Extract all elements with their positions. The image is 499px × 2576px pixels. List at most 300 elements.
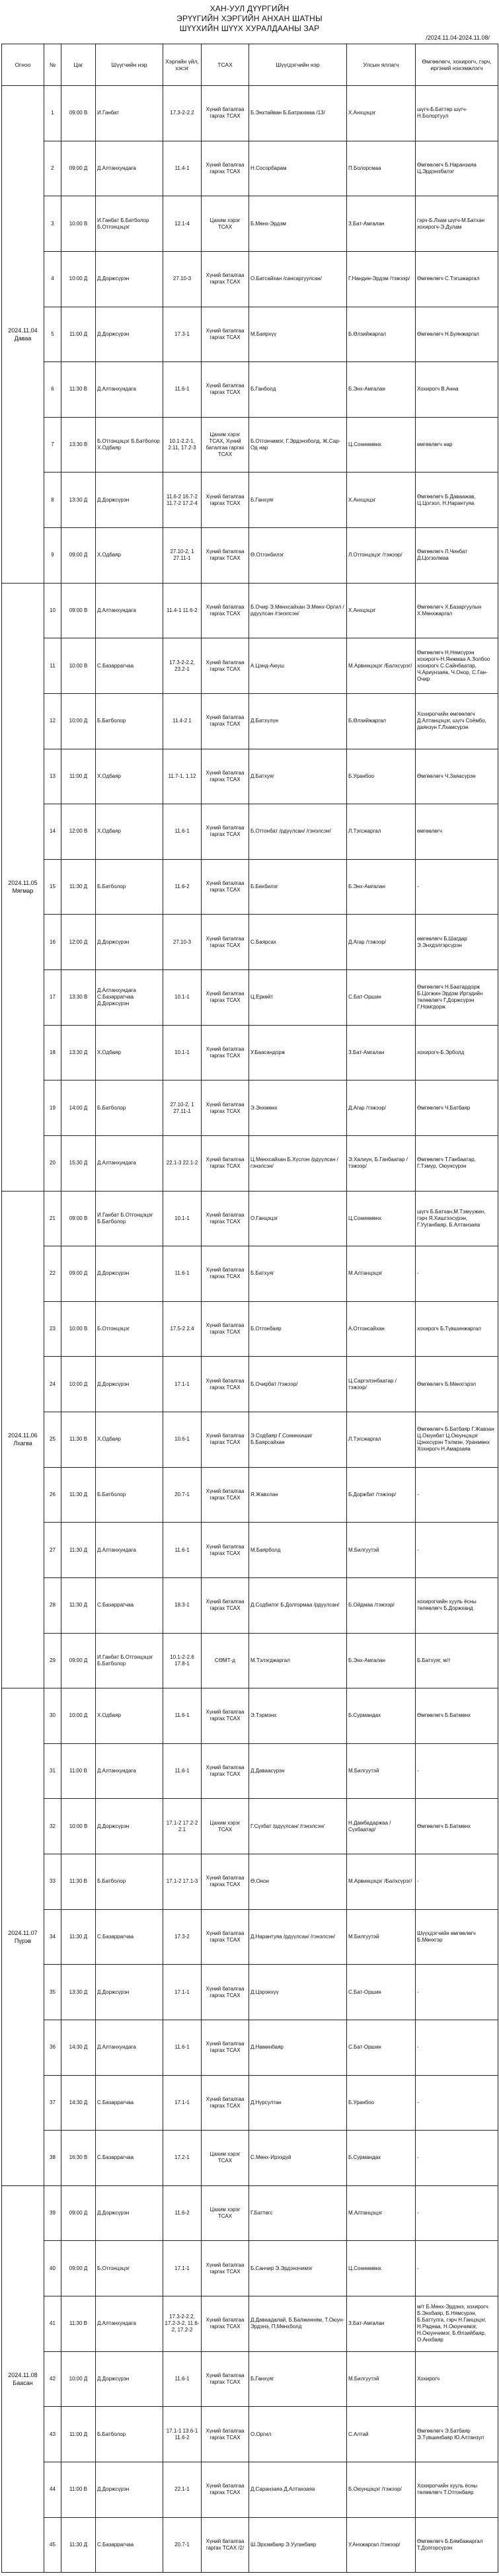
table-row bbox=[2, 1467, 498, 1523]
row-judge: Д.Доржсүрэн bbox=[96, 2462, 163, 2517]
row-participants: Өмгөөлөгч Б.Батбаяр Г.Жавзан Ц.Оюунбат Ц.Оюунцэцэг Цэнхсүрэн Тэлмэн, Уранмөнх Хохирогч Н.Амарзаяа bbox=[416, 1412, 498, 1468]
row-judge: Д.Алтанхундага bbox=[96, 1523, 163, 1578]
row-participants: - bbox=[416, 1965, 498, 2020]
row-defendant: Д.Даваадалай, Б.Балжинням, Т.Оюун-Эрдэнэ, П.Мөнхболд bbox=[249, 2296, 347, 2352]
row-article: 17.1-1 bbox=[163, 1965, 202, 2020]
row-judge: Д.Алтанхундага bbox=[96, 1135, 163, 1191]
row-article: 11.6-1 bbox=[163, 362, 202, 418]
row-procedure: Хүний баталгаа гаргах ТСАХ bbox=[202, 1743, 249, 1799]
row-procedure: Хүний баталгаа гаргах ТСАХ bbox=[202, 1688, 249, 1744]
row-article: 11.6-2 16.7-2 11.7-2 17.2-4 bbox=[163, 473, 202, 528]
row-procedure: Хүний баталгаа гаргах ТСАХ bbox=[202, 693, 249, 749]
row-time: 09:00 Д bbox=[61, 141, 96, 196]
row-participants: Шүүхдэгчийн өмгөөлөгч Б.Мөнхгэр bbox=[416, 1909, 498, 1965]
day-label: 2024.11.05 Мягмар bbox=[2, 583, 44, 1191]
row-prosecutor: Б.Ойдмаа /тэжээр/ bbox=[347, 1577, 416, 1633]
row-time: 09:00 Д bbox=[61, 2241, 96, 2296]
row-prosecutor: Э.Халиун, Б.Ганбаатар /тэжээр/ bbox=[347, 1135, 416, 1191]
row-procedure: Хүний баталгаа гаргах ТСАХ bbox=[202, 970, 249, 1026]
row-participants: м/т Б.Мөнх-Эрдэнэ, хохирогч Б.Энхбаяр, Б.Нямсүрэн, Б.Баттулга, гэрч Н.Ганцэцэг, Н.Раднаа, Н.Оюунчимэг, Н.Оюунчимэг, Б.Өлзийбаяр, О.Анхбаяр bbox=[416, 2296, 498, 2352]
row-procedure: Хүний баталгаа гаргах ТСАХ bbox=[202, 86, 249, 141]
row-judge: С.Базаррагчаа bbox=[96, 2517, 163, 2573]
row-prosecutor: Л.Тэгсжаргал bbox=[347, 1412, 416, 1468]
table-row bbox=[2, 1743, 498, 1799]
row-participants: - bbox=[416, 2185, 498, 2241]
table-row bbox=[2, 1412, 498, 1468]
row-prosecutor: Х.Анхцэцэг bbox=[347, 86, 416, 141]
row-article: 17.3-1 bbox=[163, 307, 202, 362]
row-number: 40 bbox=[44, 2241, 61, 2296]
row-number: 20 bbox=[44, 1135, 61, 1191]
row-judge: Д.Доржсүрэн bbox=[96, 1799, 163, 1854]
row-defendant: Ц.Еркөйт bbox=[249, 970, 347, 1026]
row-prosecutor: Л.Отгонцэцэг /тэжээр/ bbox=[347, 528, 416, 584]
row-prosecutor: У.Анхжаргал /тэжээр/ bbox=[347, 2517, 416, 2573]
row-defendant: Б.Ганхуяг bbox=[249, 473, 347, 528]
row-article: 17.1-1 bbox=[163, 2241, 202, 2296]
row-participants: Хохирогчийн хууль ёсны төлөөлөгч Т.Отгонбаяр bbox=[416, 2462, 498, 2517]
row-article: 10.1-1 bbox=[163, 1191, 202, 1246]
row-judge: Б.Батболор bbox=[96, 1467, 163, 1523]
row-time: 11:30 Д bbox=[61, 1909, 96, 1965]
page-header bbox=[0, 4, 499, 34]
row-defendant: Ц.Мөнхсайхан Б.Хүслэн /рдүүлсан /гэнэлсэн/ bbox=[249, 1135, 347, 1191]
row-participants: - bbox=[416, 2020, 498, 2075]
row-participants: - bbox=[416, 1743, 498, 1799]
row-participants: Өмгөөлөгч Э.Батбаяр Э.Түвшинбаяр Ю.Алтанзул bbox=[416, 2407, 498, 2462]
row-defendant: Б.Бөхбилэг bbox=[249, 859, 347, 915]
table-row bbox=[2, 804, 498, 860]
row-procedure: Хүний баталгаа гаргах ТСАХ bbox=[202, 2020, 249, 2075]
row-defendant: У.Баасандорж bbox=[249, 1025, 347, 1080]
row-prosecutor: Ц.Саргэлэнбаатар /тэжээр/ bbox=[347, 1357, 416, 1412]
row-judge: И.Ганбат bbox=[96, 86, 163, 141]
row-procedure: Хүний баталгаа гаргах ТСАХ bbox=[202, 1191, 249, 1246]
row-procedure: Хүний баталгаа гаргах ТСАХ bbox=[202, 1080, 249, 1136]
row-participants: - bbox=[416, 1523, 498, 1578]
row-article: 17.3-2-2.2 bbox=[163, 86, 202, 141]
row-defendant: Д.Наминбаяр bbox=[249, 2020, 347, 2075]
row-number: 33 bbox=[44, 1854, 61, 1910]
row-number: 25 bbox=[44, 1412, 61, 1468]
row-time: 15:30 Д bbox=[61, 1135, 96, 1191]
row-number: 42 bbox=[44, 2351, 61, 2407]
row-participants: - bbox=[416, 2075, 498, 2131]
row-judge: Д.Доржсүрэн bbox=[96, 2351, 163, 2407]
row-judge: С.Базаррагчаа bbox=[96, 2131, 163, 2186]
row-number: 6 bbox=[44, 362, 61, 418]
row-number: 5 bbox=[44, 307, 61, 362]
row-procedure: Хүний баталгаа гаргах ТСАХ bbox=[202, 1246, 249, 1302]
row-prosecutor: Х.Анхцэцэг bbox=[347, 583, 416, 638]
row-time: 14:30 Д bbox=[61, 2020, 96, 2075]
row-number: 41 bbox=[44, 2296, 61, 2352]
row-procedure: Хүний баталгаа гаргах ТСАХ bbox=[202, 1301, 249, 1357]
row-prosecutor: Ц.Сонинмөнх bbox=[347, 1191, 416, 1246]
row-prosecutor: Б.Сурмандах bbox=[347, 2131, 416, 2186]
row-prosecutor: Б.Оюунцэцэг /тэжээр/ bbox=[347, 2462, 416, 2517]
row-procedure: Хүний баталгаа гаргах ТСАХ bbox=[202, 2407, 249, 2462]
row-judge: Д.Доржсүрэн bbox=[96, 915, 163, 970]
row-participants: өмгөөлөгч нар bbox=[416, 417, 498, 473]
row-article: 17.5-2 2.4 bbox=[163, 1301, 202, 1357]
row-number: 27 bbox=[44, 1523, 61, 1578]
row-procedure: Цахим хэрэг ТСАХ bbox=[202, 2131, 249, 2186]
row-prosecutor: Л.Тэгсжаргал bbox=[347, 804, 416, 860]
hearing-schedule-table bbox=[1, 44, 498, 2573]
row-time: 11:30 В bbox=[61, 2296, 96, 2352]
row-defendant: Я.Жавхлан bbox=[249, 1467, 347, 1523]
row-participants: - bbox=[416, 2131, 498, 2186]
row-participants: Б.Батхуяг, м/т bbox=[416, 1633, 498, 1688]
row-defendant: Д.Нарантуяа /рдүүлсан/ /гэнэлсэн/ bbox=[249, 1909, 347, 1965]
row-participants: Өмгөөлөгч Х.Базаргуулын Х.Мөнхжаргал bbox=[416, 583, 498, 638]
table-row bbox=[2, 251, 498, 307]
row-prosecutor: З.Бат-Амгалан bbox=[347, 196, 416, 252]
row-article: 11.6-1 bbox=[163, 2020, 202, 2075]
day-label: 2024.11.06 Лхагва bbox=[2, 1191, 44, 1688]
row-participants: өмгөөлөгч bbox=[416, 804, 498, 860]
row-procedure: Хүний баталгаа гаргах ТСАХ bbox=[202, 638, 249, 694]
row-number: 9 bbox=[44, 528, 61, 584]
row-time: 11:30 Д bbox=[61, 1467, 96, 1523]
row-article: 17.3-2 bbox=[163, 1909, 202, 1965]
row-defendant: М.Баярболд bbox=[249, 1523, 347, 1578]
row-judge: И.Ганбат Б.Батболор Б.Отгонцэцэг bbox=[96, 196, 163, 252]
row-number: 7 bbox=[44, 417, 61, 473]
row-judge: Д.Алтанхундага С.Базаррагчаа Д.Доржсүрэн bbox=[96, 970, 163, 1026]
table-row bbox=[2, 915, 498, 970]
table-row bbox=[2, 1523, 498, 1578]
row-number: 19 bbox=[44, 1080, 61, 1136]
row-number: 23 bbox=[44, 1301, 61, 1357]
row-article: 17.1-2 17.2-2 2.1 bbox=[163, 1799, 202, 1854]
row-defendant: О.Батсайхан /сансаргуулсан/ bbox=[249, 251, 347, 307]
row-defendant: Д.Содбилэг Б.Долгормаа /рдүүлсан/ bbox=[249, 1577, 347, 1633]
table-row bbox=[2, 2296, 498, 2352]
row-procedure: Хүний баталгаа гаргах ТСАХ bbox=[202, 2075, 249, 2131]
row-participants: - bbox=[416, 1467, 498, 1523]
row-time: 10:00 Д bbox=[61, 1688, 96, 1744]
col-date: Огноо bbox=[2, 44, 44, 86]
row-prosecutor: М.Арвинцэцэг /Балхсүрэг/ bbox=[347, 638, 416, 694]
row-participants: өмгөөлөгч Б.Шагдар Э.Энхдэлгэрсүрэн bbox=[416, 915, 498, 970]
row-time: 13:30 В bbox=[61, 417, 96, 473]
row-number: 16 bbox=[44, 915, 61, 970]
row-procedure: Хүний баталгаа гаргах ТСАХ bbox=[202, 1357, 249, 1412]
table-row bbox=[2, 583, 498, 638]
row-article: 17.3-2-2.2, 23.2-1 bbox=[163, 638, 202, 694]
row-judge: Х.Одбаяр bbox=[96, 1688, 163, 1744]
row-time: 09:00 В bbox=[61, 583, 96, 638]
row-time: 12:00 Д bbox=[61, 915, 96, 970]
row-time: 11:00 Д bbox=[61, 2407, 96, 2462]
row-participants: Өмгөөлөгч Б.Батмөнх bbox=[416, 1688, 498, 1744]
row-participants: Өмгөөлөгч Б.Бямбажаргал Т.Долгорсүрэн bbox=[416, 2517, 498, 2573]
row-prosecutor: С.Бат-Оршин bbox=[347, 970, 416, 1026]
row-article: 17.1-1 bbox=[163, 1357, 202, 1412]
row-procedure: Хүний баталгаа гаргах ТСАХ bbox=[202, 362, 249, 418]
row-judge: С.Базаррагчаа bbox=[96, 1909, 163, 1965]
row-procedure: СӨМТ-д bbox=[202, 1633, 249, 1688]
row-participants: Өмгөөлөгч Б.Мөнхгэрэл bbox=[416, 1357, 498, 1412]
table-row bbox=[2, 473, 498, 528]
row-number: 28 bbox=[44, 1577, 61, 1633]
row-procedure: Хүний баталгаа гаргах ТСАХ bbox=[202, 1412, 249, 1468]
row-defendant: Д.Нурсултан bbox=[249, 2075, 347, 2131]
row-judge: И.Ганбат Б.Отгонцэцэг Б.Батболор bbox=[96, 1191, 163, 1246]
row-article: 27.10-2, 1 27.11-1 bbox=[163, 1080, 202, 1136]
row-number: 1 bbox=[44, 86, 61, 141]
row-judge: Б.Батболор bbox=[96, 1854, 163, 1910]
row-procedure: Хүний баталгаа гаргах ТСАХ bbox=[202, 2462, 249, 2517]
col-defendant: Шүүгдэгчийн нэр bbox=[249, 44, 347, 86]
row-number: 45 bbox=[44, 2517, 61, 2573]
row-article: 10.6-1 bbox=[163, 1412, 202, 1468]
row-number: 35 bbox=[44, 1965, 61, 2020]
row-prosecutor: Б.Доржбат /тэжээр/ bbox=[347, 1467, 416, 1523]
row-prosecutor: М.Билгуутэй bbox=[347, 1909, 416, 1965]
row-time: 11:30 В bbox=[61, 1412, 96, 1468]
row-number: 43 bbox=[44, 2407, 61, 2462]
row-number: 36 bbox=[44, 2020, 61, 2075]
row-defendant: С.Баярсах bbox=[249, 915, 347, 970]
row-time: 10:00 В bbox=[61, 196, 96, 252]
table-row bbox=[2, 141, 498, 196]
row-defendant: Б.Батхуяг bbox=[249, 1246, 347, 1302]
row-judge: И.Ганбат Б.Отгонцэцэг Б.Батболор bbox=[96, 1633, 163, 1688]
row-procedure: Хүний баталгаа гаргах ТСАХ bbox=[202, 251, 249, 307]
row-defendant: Н.Сосорбарам bbox=[249, 141, 347, 196]
row-prosecutor: Б.Сурмандах bbox=[347, 1688, 416, 1744]
title-line-2: ЭРҮҮГИЙН ХЭРГИЙН АНХАН ШАТНЫ bbox=[176, 14, 323, 23]
row-procedure: Хүний баталгаа гаргах ТСАХ bbox=[202, 2351, 249, 2407]
table-row bbox=[2, 1633, 498, 1688]
row-article: 11.6-1 bbox=[163, 1523, 202, 1578]
row-article: 20.7-1 bbox=[163, 1467, 202, 1523]
table-row bbox=[2, 2351, 498, 2407]
row-participants: Өмгөөлөгч Ч.Заяасүрэн bbox=[416, 749, 498, 804]
row-number: 26 bbox=[44, 1467, 61, 1523]
table-row bbox=[2, 1965, 498, 2020]
row-procedure: Цахим хэрэг ТСАХ bbox=[202, 2185, 249, 2241]
row-defendant: Г.Баттөгс bbox=[249, 2185, 347, 2241]
row-number: 14 bbox=[44, 804, 61, 860]
row-number: 44 bbox=[44, 2462, 61, 2517]
row-time: 11:30 Д bbox=[61, 2517, 96, 2573]
row-procedure: Хүний баталгаа гаргах ТСАХ bbox=[202, 528, 249, 584]
row-prosecutor: П.Болорсмаа bbox=[347, 141, 416, 196]
table-row bbox=[2, 362, 498, 418]
row-defendant: М.Тэлэгджаргал bbox=[249, 1633, 347, 1688]
row-judge: Д.Доржсүрэн bbox=[96, 473, 163, 528]
row-time: 11:30 В bbox=[61, 1854, 96, 1910]
row-time: 13:30 Д bbox=[61, 473, 96, 528]
row-article: 27.10-3 bbox=[163, 251, 202, 307]
row-procedure: Цахим хэрэг ТСАХ, Хүний баталгаа гаргах ТСАХ bbox=[202, 417, 249, 473]
row-article: 27.10-2, 1 27.11-1 bbox=[163, 528, 202, 584]
col-participants: Өмгөөлөгч, хохирогч, гэрч, иргэний нэхэмжлэгч bbox=[416, 44, 498, 86]
title-line-3: ШҮҮХИЙН ШҮҮХ ХУРАЛДААНЫ ЗАР bbox=[179, 24, 320, 33]
row-time: 09:00 Д bbox=[61, 1246, 96, 1302]
row-prosecutor: Д.Агар /тэжээр/ bbox=[347, 1080, 416, 1136]
row-defendant: М.Баярхүү bbox=[249, 307, 347, 362]
row-judge: Б.Отгонцэцэг Б.Батболор Х.Одбаяр bbox=[96, 417, 163, 473]
table-body bbox=[2, 86, 498, 2573]
row-procedure: Хүний баталгаа гаргах ТСАХ bbox=[202, 804, 249, 860]
table-row bbox=[2, 2131, 498, 2186]
row-defendant: С.Мөнх-Ирээдүй bbox=[249, 2131, 347, 2186]
table-row bbox=[2, 1246, 498, 1302]
row-prosecutor: Н.Дамбадаржаа /Сүхбаатар/ bbox=[347, 1799, 416, 1854]
row-number: 15 bbox=[44, 859, 61, 915]
table-row bbox=[2, 1301, 498, 1357]
col-time: Цаг bbox=[61, 44, 96, 86]
row-participants: Өмгөөлөгч Н.Буянжаргал bbox=[416, 307, 498, 362]
table-row bbox=[2, 2407, 498, 2462]
row-prosecutor: С.Бат-Оршин bbox=[347, 1965, 416, 2020]
row-procedure: Хүний баталгаа гаргах ТСАХ bbox=[202, 1909, 249, 1965]
row-participants: хохирогч Б.Түвшинжаргал bbox=[416, 1301, 498, 1357]
row-defendant: Э.Энхмөнх bbox=[249, 1080, 347, 1136]
table-row bbox=[2, 2241, 498, 2296]
row-defendant: Б.Очир Э.Мөнхсайхан Э.Мөнх-Оргил /рдүүлсан /гэнэлсэн/ bbox=[249, 583, 347, 638]
table-row bbox=[2, 2020, 498, 2075]
row-article: 11.6-2 bbox=[163, 2185, 202, 2241]
row-defendant: Э.Тэрмэнх bbox=[249, 1688, 347, 1744]
row-judge: Д.Доржсүрэн bbox=[96, 2185, 163, 2241]
row-time: 10:00 Д bbox=[61, 251, 96, 307]
row-defendant: Г.Сүхбат /рдүүлсан/ /гэнэлсэн/ bbox=[249, 1799, 347, 1854]
row-participants: Хохирогч В.Анна bbox=[416, 362, 498, 418]
row-procedure: Хүний баталгаа гаргах ТСАХ bbox=[202, 141, 249, 196]
row-number: 18 bbox=[44, 1025, 61, 1080]
row-procedure: Хүний баталгаа гаргах ТСАХ /2/ bbox=[202, 2517, 249, 2573]
row-judge: Д.Алтанхундага bbox=[96, 141, 163, 196]
row-procedure: Хүний баталгаа гаргах ТСАХ bbox=[202, 473, 249, 528]
row-number: 29 bbox=[44, 1633, 61, 1688]
row-number: 37 bbox=[44, 2075, 61, 2131]
row-time: 09:00 Д bbox=[61, 528, 96, 584]
row-number: 21 bbox=[44, 1191, 61, 1246]
row-prosecutor: М.Билгуутэй bbox=[347, 1743, 416, 1799]
row-judge: Д.Алтанхундага bbox=[96, 1743, 163, 1799]
day-label: 2024.11.08 Баасан bbox=[2, 2185, 44, 2572]
row-number: 24 bbox=[44, 1357, 61, 1412]
row-participants: - bbox=[416, 2241, 498, 2296]
row-judge: Д.Доржсүрэн bbox=[96, 1246, 163, 1302]
row-defendant: Э.Содбаяр Г.Сонинхишиг Б.Баярсайхан bbox=[249, 1412, 347, 1468]
row-judge: Д.Доржсүрэн bbox=[96, 307, 163, 362]
row-judge: Д.Алтанхундага bbox=[96, 2296, 163, 2352]
row-procedure: Хүний баталгаа гаргах ТСАХ bbox=[202, 583, 249, 638]
row-defendant: Ө.Онон bbox=[249, 1854, 347, 1910]
row-participants: Өмгөөлөгч Н.Баатардорж Б.Цогжин-Эрдэм Иргэдийн төлөөлөгч Г.Доржсүрэн Г.Номгдорж bbox=[416, 970, 498, 1026]
row-time: 16:30 В bbox=[61, 2131, 96, 2186]
row-prosecutor: З.Бат-Амгалан bbox=[347, 1025, 416, 1080]
row-time: 09:00 В bbox=[61, 1191, 96, 1246]
row-article: 20.7-1 bbox=[163, 2517, 202, 2573]
row-procedure: Хүний баталгаа гаргах ТСАХ bbox=[202, 1523, 249, 1578]
row-defendant: О.Ганцэцэг bbox=[249, 1191, 347, 1246]
table-row bbox=[2, 1191, 498, 1246]
row-defendant: Ш.Эрхэмбаяр Э.Ууганбаяр bbox=[249, 2517, 347, 2573]
row-judge: С.Базаррагчаа bbox=[96, 2075, 163, 2131]
row-defendant: Ө.Отгонбилэг bbox=[249, 528, 347, 584]
row-article: 17.3-2-2.2, 17.2-3-2, 11.6-2, 17.2-2 bbox=[163, 2296, 202, 2352]
table-row bbox=[2, 1577, 498, 1633]
row-number: 13 bbox=[44, 749, 61, 804]
table-row bbox=[2, 1080, 498, 1136]
row-judge: Б.Батболор bbox=[96, 859, 163, 915]
row-defendant: Д.Батхүлүн bbox=[249, 693, 347, 749]
row-defendant: Д.Цэрэнхүү bbox=[249, 1965, 347, 2020]
row-number: 30 bbox=[44, 1688, 61, 1744]
table-row bbox=[2, 2462, 498, 2517]
row-prosecutor: М.Билгуутэй bbox=[347, 1523, 416, 1578]
row-time: 14:30 Д bbox=[61, 2075, 96, 2131]
row-judge: Д.Алтанхундага bbox=[96, 2020, 163, 2075]
row-procedure: Хүний баталгаа гаргах ТСАХ bbox=[202, 749, 249, 804]
row-prosecutor: М.Арвинцэцэг /Балхсүрэг/ bbox=[347, 1854, 416, 1910]
row-participants: Өмгөөлөгч Б.Наранзаяа Ц.Эрдэнэбилэг bbox=[416, 141, 498, 196]
row-article: 17.2-1 bbox=[163, 2131, 202, 2186]
row-time: 10:00 В bbox=[61, 1799, 96, 1854]
row-time: 11:00 В bbox=[61, 1743, 96, 1799]
row-procedure: Хүний баталгаа гаргах ТСАХ bbox=[202, 307, 249, 362]
table-row bbox=[2, 196, 498, 252]
row-participants: Хохирогчийн өмгөөлөгч Д.Алтанцэцэг, шүгч Соёмбо, даянзун Г.Лхамсүрэн bbox=[416, 693, 498, 749]
row-defendant: Д.Батхуяг bbox=[249, 749, 347, 804]
row-judge: Д.Доржсүрэн bbox=[96, 1357, 163, 1412]
row-number: 31 bbox=[44, 1743, 61, 1799]
row-time: 09:00 В bbox=[61, 86, 96, 141]
table-row bbox=[2, 1799, 498, 1854]
row-participants: Өмгөөлөгч Н.Нямсүрэн хохирогч-Н.Янжмаа А.Золбоо хохирогч С.Сайнбаатар, Ч.Ариунзаяа, Ч.Онор, С.Ган-Очир bbox=[416, 638, 498, 694]
row-article: 27.10-3 bbox=[163, 915, 202, 970]
row-article: 11.6-1 bbox=[163, 804, 202, 860]
row-defendant: Б.Ганхүяг bbox=[249, 2351, 347, 2407]
row-defendant: Б.Отгонбаяр bbox=[249, 1301, 347, 1357]
row-judge: Б.Батболор bbox=[96, 1080, 163, 1136]
row-time: 11:00 Д bbox=[61, 307, 96, 362]
row-judge: Х.Одбаяр bbox=[96, 1412, 163, 1468]
row-article: 17.1-1 13.6-1 11.6-2 bbox=[163, 2407, 202, 2462]
row-time: 10:00 Д bbox=[61, 693, 96, 749]
table-row bbox=[2, 2075, 498, 2131]
table-row bbox=[2, 749, 498, 804]
row-time: 11:30 В bbox=[61, 362, 96, 418]
row-prosecutor: М.Билгуутэй bbox=[347, 2351, 416, 2407]
row-defendant: Б.Мөнх-Эрдэм bbox=[249, 196, 347, 252]
row-procedure: Хүний баталгаа гаргах ТСАХ bbox=[202, 1025, 249, 1080]
table-row bbox=[2, 1909, 498, 1965]
row-defendant: Д.Саранзаяа Д.Алтанзаяа bbox=[249, 2462, 347, 2517]
row-procedure: Хүний баталгаа гаргах ТСАХ bbox=[202, 1965, 249, 2020]
table-row bbox=[2, 859, 498, 915]
row-number: 8 bbox=[44, 473, 61, 528]
row-judge: С.Базаррагчаа bbox=[96, 1577, 163, 1633]
row-article: 11.6-2 bbox=[163, 859, 202, 915]
table-row bbox=[2, 417, 498, 473]
row-participants: Өмгөөлөгч Б.Даваажав, Ц.Цогзол, Н.Нарантуяа bbox=[416, 473, 498, 528]
row-judge: Д.Алтанхундага bbox=[96, 362, 163, 418]
row-number: 2 bbox=[44, 141, 61, 196]
row-prosecutor: Б.Уранбоо bbox=[347, 749, 416, 804]
row-time: 12:00 В bbox=[61, 804, 96, 860]
table-header-row bbox=[2, 44, 498, 86]
row-prosecutor: Б.Уранбоо bbox=[347, 2075, 416, 2131]
